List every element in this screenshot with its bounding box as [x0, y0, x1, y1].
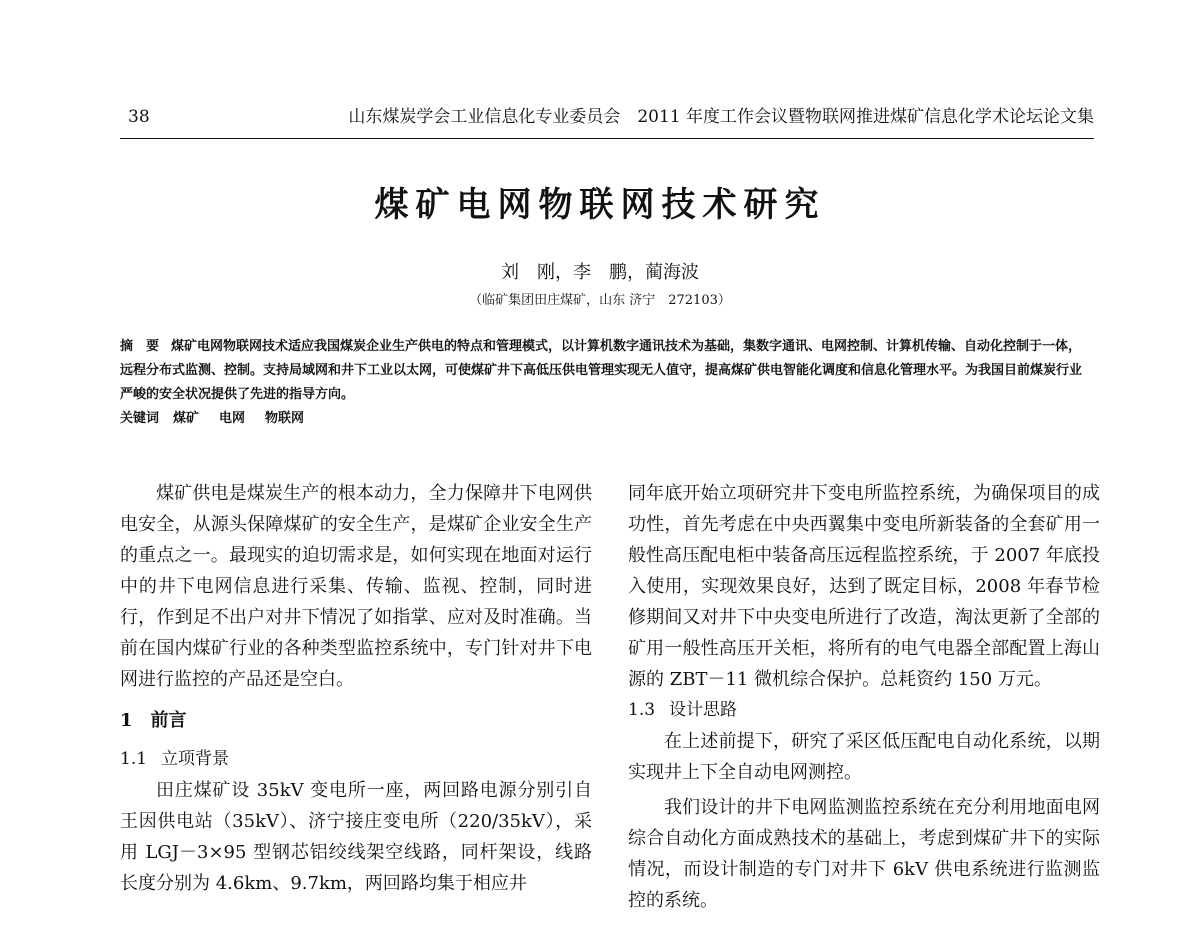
abstract-block [120, 335, 1094, 431]
abstract-text: 煤矿电网物联网技术适应我国煤炭企业生产供电的特点和管理模式，以计算机数字通讯技术为基础，集数字通讯、电网控制、计算机传输、自动化控制于一体，远程分布式监测、控制。支持局域网和井下工业以太网，可使煤矿井下高低压供电管理实现无人值守，提高煤矿供电智能化调度和信息化管理水平。为我国目前煤炭行业严峻的安全状况提供了先进的指导方向。 [120, 339, 1083, 402]
subsection-number: 1.3 [628, 700, 656, 720]
subsection-number: 1.1 [120, 749, 148, 769]
design-paragraph: 在上述前提下，研究了采区低压配电自动化系统，以期实现井上下全自动电网测控。 [628, 731, 1100, 783]
keyword: 电网 [219, 411, 246, 426]
keywords-line [120, 407, 1094, 431]
subsection-title: 设计思路 [669, 700, 738, 720]
keyword: 物联网 [265, 411, 305, 426]
keyword: 煤矿 [173, 411, 200, 426]
subsection-title: 立项背景 [161, 749, 230, 769]
paper-title: 煤矿电网物联网技术研究 [374, 185, 826, 225]
abstract-label: 摘 要 [120, 339, 160, 354]
right-column [628, 478, 1100, 916]
section-heading-introduction: 1 前言 [120, 710, 187, 731]
background-paragraph: 田庄煤矿设 35kV 变电所一座，两回路电源分别引自王因供电站（35kV）、济宁接庄变电所（220/35kV），采用 LGJ－3×95 型钢芯铝绞线架空线路，同杆架设，线路长度分别为 4.6km、9.7km，两回路均集于相应井 [120, 780, 592, 894]
affiliation: （临矿集团田庄煤矿，山东 济宁 272103） [469, 293, 731, 308]
page-number: 38 [128, 107, 150, 127]
system-paragraph: 我们设计的井下电网监测监控系统在充分利用地面电网综合自动化方面成熟技术的基础上，考虑到煤矿井下的实际情况，而设计制造的专门对井下 6kV 供电系统进行监测监控的系统。 [628, 797, 1100, 911]
left-column [120, 478, 592, 899]
running-title: 山东煤炭学会工业信息化专业委员会 2011 年度工作会议暨物联网推进煤矿信息化学术论坛论文集 [348, 107, 1094, 127]
abstract-paragraph [120, 335, 1094, 407]
keywords-label: 关键词 [120, 411, 160, 426]
author-list: 刘 刚，李 鹏，蔺海波 [501, 262, 699, 283]
subsection-heading-1-3 [628, 695, 1100, 726]
subsection-heading-1-1 [120, 744, 592, 775]
header-rule [120, 138, 1094, 139]
continued-paragraph: 同年底开始立项研究井下变电所监控系统，为确保项目的成功性，首先考虑在中央西翼集中变电所新装备的全套矿用一般性高压配电柜中装备高压远程监控系统，于 2007 年底投入使用，实现效果良好，达到了既定目标，2008 年春节检修期间又对井下中央变电所进行了改造，淘汰更新了全部的矿用一般性高压开关柜，将所有的电气电器全部配置上海山源的 ZBT－11 微机综合保护。总耗资约 150 万元。 [628, 483, 1100, 690]
running-header [120, 102, 1094, 132]
intro-paragraph: 煤矿供电是煤炭生产的根本动力，全力保障井下电网供电安全，从源头保障煤矿的安全生产，是煤矿企业安全生产的重点之一。最现实的迫切需求是，如何实现在地面对运行中的井下电网信息进行采集、传输、监视、控制，同时进行，作到足不出户对井下情况了如指掌、应对及时准确。当前在国内煤矿行业的各种类型监控系统中，专门针对井下电网进行监控的产品还是空白。 [120, 483, 592, 690]
